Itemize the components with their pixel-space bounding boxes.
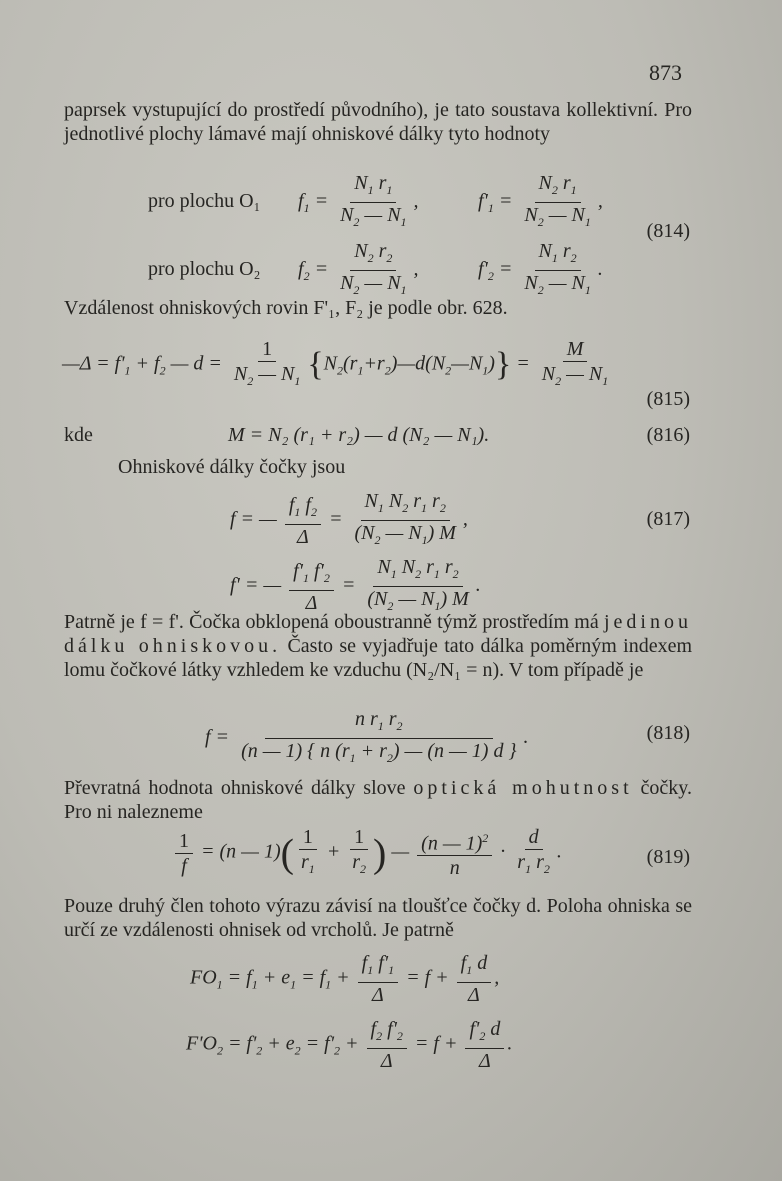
- equation-817-f: f = — $\frac{f_1 f_2}{\Delta}$ = $\frac{N_1 N_2 r_1 r_2}{(N_2 — N_1) M}$ ,: [230, 490, 468, 548]
- equation-815: —Δ = $f'_1 + f_2$ — d = $\frac{1}{N_2 — N_1}$ $\{N_2(r_1+r_2)—d(N_2—N_1)\}$ = $\frac{M}{N_2 — N_1}$: [62, 338, 609, 388]
- equation-f1-prime: $f'_1$ = $\frac{N_2 r_1}{N_2 — N_1}$ ,: [478, 172, 603, 229]
- eq-number-818: (818): [646, 722, 690, 744]
- page-number: 873: [649, 60, 682, 85]
- paragraph-patrne: [64, 610, 692, 682]
- plocha1-label: pro plochu O₁: [148, 190, 261, 212]
- paragraph-intro: paprsek vystupující do prostředí původního), je tato soustava kollektivní. Pro jednotlivé plochy lámavé mají ohniskové dálky tyto hodnoty: [64, 99, 692, 145]
- kde-label: kde: [64, 424, 93, 446]
- eq-number-817: (817): [646, 508, 690, 530]
- patrne-text-spaced: jedinou dálku ohniskovou.: [64, 611, 692, 657]
- equation-f2: $f_2$ = $\frac{N_2 r_2}{N_2 — N_1}$ ,: [298, 240, 419, 297]
- paragraph-vzdalenost: Vzdálenost ohniskových rovin F'₁, F₂ je podle obr. 628.: [64, 297, 508, 319]
- eq-number-819: (819): [646, 846, 690, 868]
- paragraph-pouze: Pouze druhý člen tohoto výrazu závisí na tloušťce čočky d. Poloha ohniska se určí ze vzdálenosti ohnisek od vrcholů. Je patrně: [64, 895, 692, 941]
- paragraph-prevratna: [64, 776, 692, 824]
- eq-number-814: (814): [646, 220, 690, 242]
- equation-f2-prime: $f'_2$ = $\frac{N_1 r_2}{N_2 — N_1}$ .: [478, 240, 603, 297]
- eq-number-815: (815): [646, 388, 690, 410]
- equation-817-f-prime: f' = — $\frac{f'_1 f'_2}{\Delta}$ = $\frac{N_1 N_2 r_1 r_2}{(N_2 — N_1) M}$ .: [230, 556, 481, 614]
- equation-819: $\frac{1}{f}$ = (n — 1)( $\frac{1}{r_1}$ + $\frac{1}{r_2}$ ) — $\frac{(n — 1)^2}{n}$ · $\frac{d}{r_1 r_2}$ .: [172, 826, 562, 880]
- equation-F-prime-O2: $F'O_2 = f'_2 + e_2 = f'_2$ + $\frac{f_2 f'_2}{\Delta}$ = f + $\frac{f'_2 d}{\Delta}$ .: [186, 1018, 513, 1072]
- patrne-text-c: Často se vyjadřuje tato dálka poměrným indexem lomu čočkové látky vzhledem ke vzduchu (N₂/N₁ = n). V tom případě je: [64, 635, 693, 681]
- equation-818: f = $\frac{n r_1 r_2}{(n — 1) \{ n (r_1 + r_2) — (n — 1) d \}}$ .: [205, 708, 529, 765]
- equation-816: M = N₂ (r₁ + r₂) — d (N₂ — N₁).: [228, 424, 490, 446]
- patrne-text-a: Patrně je f = f'. Čočka obklopená oboustranně týmž prostředím má: [64, 611, 599, 633]
- prevratna-text-a: Převratná hodnota ohniskové dálky slove: [64, 777, 406, 799]
- equation-FO1: $FO_1 = f_1 + e_1 = f_1$ + $\frac{f_1 f'_1}{\Delta}$ = f + $\frac{f_1 d}{\Delta}$ ,: [190, 952, 500, 1006]
- equation-f1: $f_1$ = $\frac{N_1 r_1}{N_2 — N_1}$ ,: [298, 172, 419, 229]
- prevratna-text-c: čočky. Pro ni nalezneme: [64, 777, 693, 823]
- ohniskove-label: Ohniskové dálky čočky jsou: [118, 456, 346, 478]
- eq-number-816: (816): [646, 424, 690, 446]
- plocha2-label: pro plochu O₂: [148, 258, 261, 280]
- prevratna-text-spaced: optická mohutnost: [413, 777, 633, 799]
